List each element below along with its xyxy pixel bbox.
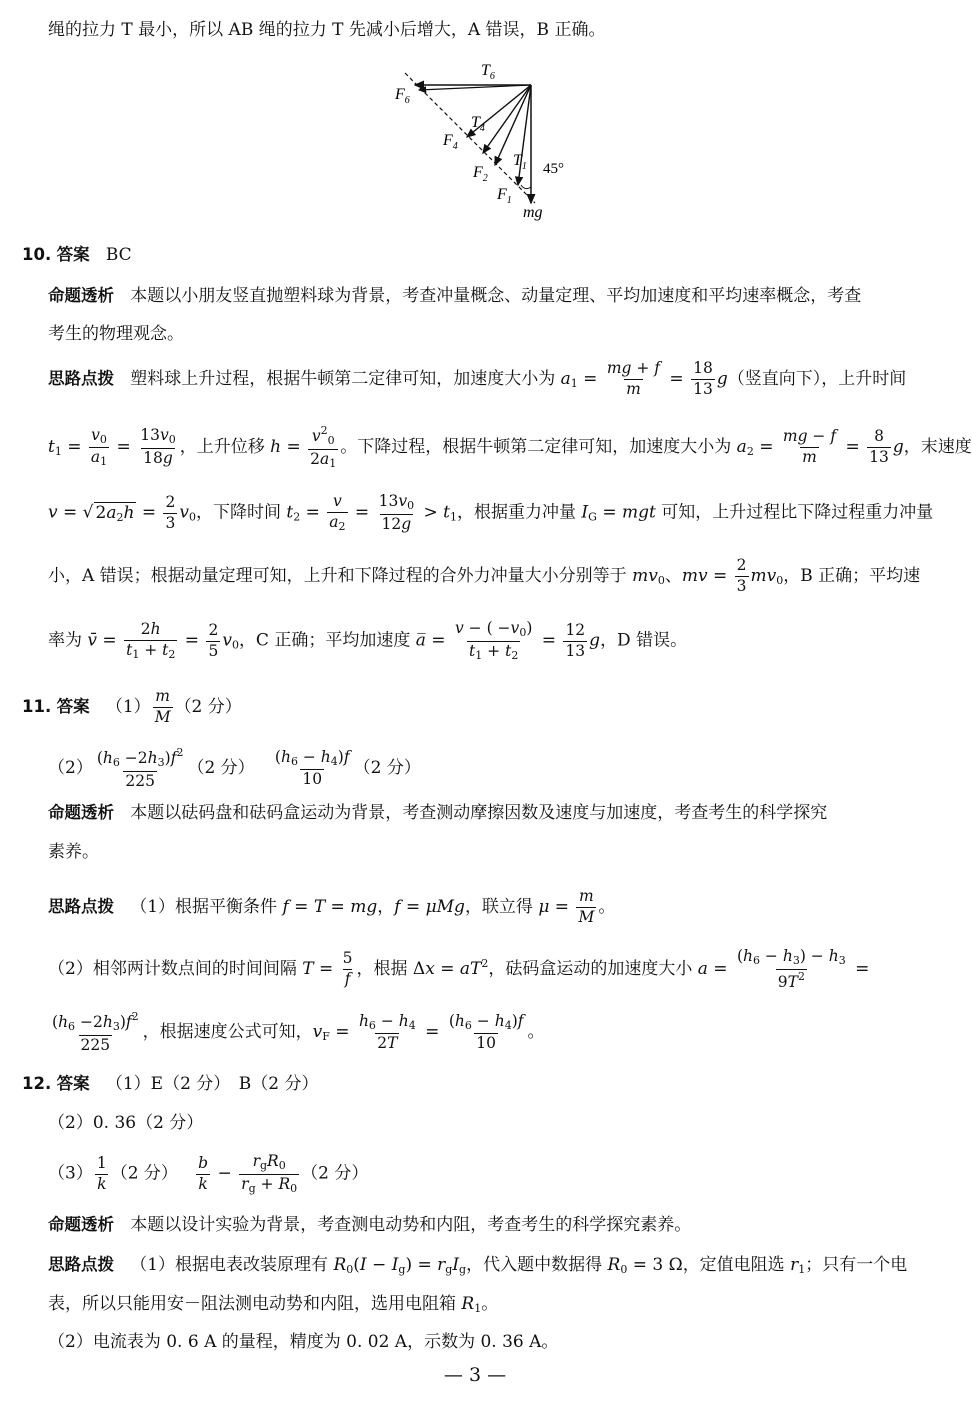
q12-answer-line2: （2）0. 36（2 分） bbox=[48, 1113, 204, 1133]
label-f6: $F_6$ bbox=[395, 86, 410, 106]
q10-intent-line1: 命题透析 本题以小朋友竖直抛塑料球为背景，考查冲量概念、动量定理、平均加速度和平均速率概念，考查 bbox=[48, 286, 862, 306]
q11-intent-line2: 素养。 bbox=[48, 842, 99, 862]
q12-hint-line2: 表，所以只能用安－阻法测电动势和内阻，选用电阻箱 $R_1$。 bbox=[48, 1294, 499, 1315]
q12-hint-line1: 思路点拨 （1）根据电表改装原理有 $R_0(I - I_g) = r_gI_g$，代入题中数据得 $R_0 = 3$ Ω，定值电阻选 $r_1$；只有一个电 bbox=[48, 1255, 908, 1276]
label-angle: 45° bbox=[543, 161, 564, 177]
q11-answer-line: 11. 答案 （1） $\frac{m}{M}$ （2 分） bbox=[22, 687, 242, 726]
q10-hint-line2: $t_1$ = $\frac{v_0}{a_1}$ = $\frac{13v_0}{18g}$ ，上升位移 h = $\frac{v^2_0}{2a_1}$ 。下降过程，根据牛顿第二定律可知，加速度大小为 $a_2$ = $\frac{mg - f}{m}$ = $\frac{8}{13}$ g，末速度 bbox=[48, 424, 972, 470]
q10-hint-line5: 率为 v̄ = $\frac{2h}{t_1 + t_2}$ = $\frac{2}{5}$ $v_0$，C 正确；平均加速度 a̅ = $\frac{v - ( -v_0)}{t_1 + t_2}$ = $\frac{12}{13}$ g，D 错误。 bbox=[48, 619, 688, 662]
label-t6: $T_6$ bbox=[481, 62, 495, 82]
q11-answer-line2: （2） $\frac{(h_6 -2h_3)f^2}{225}$ （2 分） $\frac{(h_6 - h_4)f}{10}$ （2 分） bbox=[48, 746, 421, 790]
label-f1: $F_1$ bbox=[497, 186, 512, 206]
label-f4: $F_4$ bbox=[443, 132, 458, 152]
q11-hint-line2: （2）相邻两计数点间的时间间隔 T = $\frac{5}{f}$ ，根据 $\Delta x = aT^2$，砝码盒运动的加速度大小 a = $\frac{(h_6 - h_3) - h_3}{9T^2}$ = bbox=[48, 947, 870, 991]
q12-answer-line3: （3） $\frac{1}{k}$ （2 分） $\frac{b}{k}$ − $r_gR_0$ $r_g + R_0$ （2 分） bbox=[48, 1152, 369, 1195]
q12-hint-line3: （2）电流表为 0. 6 A 的量程，精度为 0. 02 A，示数为 0. 36 A。 bbox=[48, 1332, 559, 1352]
page-number: — 3 — bbox=[443, 1364, 507, 1386]
label-mg: mg bbox=[523, 204, 543, 221]
q10-hint-line3: v = √ $2a_2h$ = $\frac{2}{3}$ $v_0$，下降时间 $t_2$ = $\frac{v}{a_2}$ = $\frac{13v_0}{12g}$ > $t_1$，根据重力冲量 $I_G$ = mgt 可知，上升过程比下降过程重力冲量 bbox=[48, 492, 934, 533]
q10-answer-line: 10. 答案 BC bbox=[22, 245, 132, 265]
q11-hint-line1: 思路点拨 （1）根据平衡条件 f = T = mg，f = μMg，联立得 μ = $\frac{m}{M}$ 。 bbox=[48, 887, 616, 926]
q11-hint-line3: $\frac{(h_6 -2h_3)f^2}{225}$ ，根据速度公式可知，$v_F$ = $\frac{h_6 - h_4}{2T}$ = $\frac{(h_6 - h_4)f}{10}$ 。 bbox=[52, 1010, 545, 1054]
label-f2: $F_2$ bbox=[473, 164, 488, 184]
dashed-resultant-line bbox=[403, 67, 531, 85]
q12-intent-line: 命题透析 本题以设计实验为背景，考查测电动势和内阻，考查考生的科学探究素养。 bbox=[48, 1215, 692, 1235]
label-t4: $T_4$ bbox=[471, 114, 485, 134]
force-diagram bbox=[385, 55, 585, 225]
q11-intent-line1: 命题透析 本题以砝码盘和砝码盒运动为背景，考查测动摩擦因数及速度与加速度，考查考生的科学探究 bbox=[48, 803, 828, 823]
intro-line: 绳的拉力 T 最小，所以 AB 绳的拉力 T 先减小后增大，A 错误，B 正确。 bbox=[48, 20, 606, 40]
dashed-line bbox=[405, 73, 535, 203]
angle-arc bbox=[521, 185, 531, 189]
q10-hint-line1: 思路点拨 塑料球上升过程，根据牛顿第二定律可知，加速度大小为 $a_1$ = $\frac{mg + f}{m}$ = $\frac{18}{13}$ g（竖直向下），上升时间 bbox=[48, 359, 907, 398]
q10-hint-line4: 小，A 错误；根据动量定理可知，上升和下降过程的合外力冲量大小分别等于 $mv_0$、mv = $\frac{2}{3}$ $mv_0$，B 正确；平均速 bbox=[48, 556, 921, 595]
label-t1: $T_1$ bbox=[513, 152, 527, 172]
q12-answer-line: 12. 答案 （1）E（2 分） B（2 分） bbox=[22, 1074, 319, 1094]
q10-intent-line2: 考生的物理观念。 bbox=[48, 324, 184, 344]
